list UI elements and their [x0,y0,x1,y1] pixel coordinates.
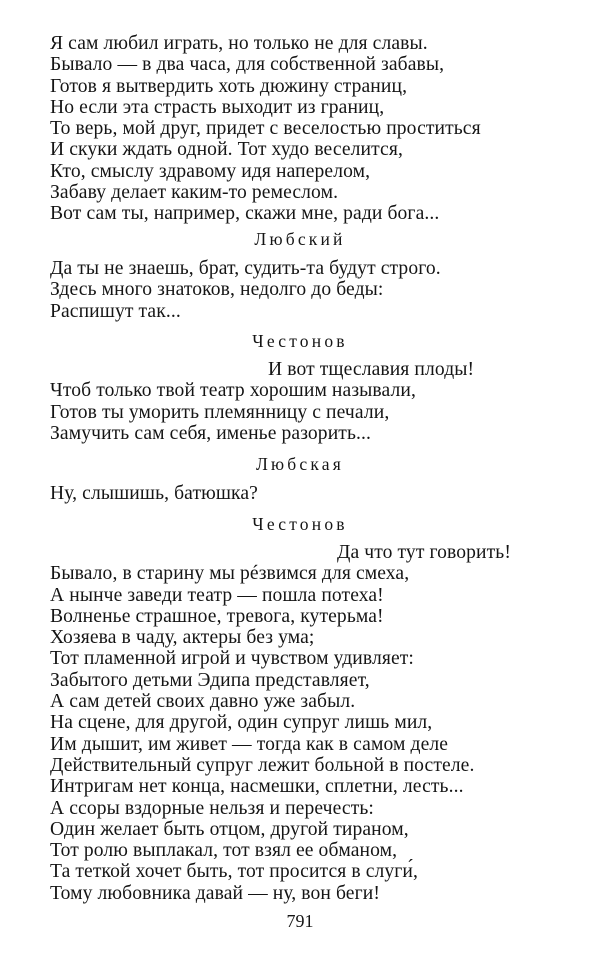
page-number: 791 [286,911,314,931]
verse-line: А ссоры вздорные нельзя и перечесть: [50,797,374,819]
verse-block-5 [50,542,570,904]
speaker-name: Любский [254,229,346,249]
verse-block-3 [50,359,570,444]
verse-line: Чтоб только твой театр хорошим называли, [50,380,416,402]
verse-block-4 [50,483,570,504]
verse-line: То верь, мой друг, придет с веселостью проститься [50,118,481,140]
verse-line: Да что тут говорить! [337,542,511,563]
verse-line: Но если эта страсть выходит из границ, [50,96,385,118]
verse-line: Тот пламенной игрой и чувством удивляет: [50,648,414,670]
verse-line: Один желает быть отцом, другой тираном, [50,818,409,840]
verse-line: Вот сам ты, например, скажи мне, ради бога... [50,203,440,225]
verse-line-continuation [50,542,570,563]
verse-line: И скуки ждать одной. Тот худо веселится, [50,139,403,161]
verse-line: Кто, смыслу здравому идя наперелом, [50,160,371,182]
verse-line: Бывало, в старину мы рéзвимся для смеха, [50,563,410,585]
verse-line: Здесь много знатоков, недолго до беды: [50,279,384,301]
verse-line: Действительный супруг лежит больной в постеле. [50,754,475,776]
verse-line: Интригам нет конца, насмешки, сплетни, лесть... [50,776,464,798]
verse-block-2 [50,258,570,322]
speaker-name: Честонов [252,514,348,534]
verse-line: Тому любовника давай — ну, вон беги! [50,882,380,904]
verse-line: Волненье страшное, тревога, кутерьма! [50,605,384,627]
verse-line: Да ты не знаешь, брат, судить-та будут строго. [50,258,441,279]
speaker-name: Любская [255,454,345,474]
verse-line: Тот ролю выплакал, тот взял ее обманом, [50,840,398,862]
verse-line-continuation [50,359,570,380]
verse-line: А сам детей своих давно уже забыл. [50,691,356,713]
verse-line: Я сам любил играть, но только не для славы. [50,33,428,54]
verse-line: Готов ты уморить племянницу с печали, [50,401,390,423]
verse-line: Хозяева в чаду, актеры без ума; [50,627,315,649]
verse-line: Забаву делает каким-то ремеслом. [50,182,339,204]
verse-line: Им дышит, им живет — тогда как в самом деле [50,733,449,755]
speaker-name: Честонов [252,331,348,351]
verse-line: И вот тщеславия плоды! [268,359,475,380]
verse-line: Ну, слышишь, батюшка? [50,483,258,504]
verse-line: А нынче заведи театр — пошла потеха! [50,584,384,606]
verse-block-1 [50,33,570,225]
verse-line: Готов я вытвердить хоть дюжину страниц, [50,75,408,97]
verse-line: На сцене, для другой, один супруг лишь мил, [50,712,433,734]
verse-line: Распишут так... [50,300,181,322]
verse-line: Бывало — в два часа, для собственной забавы, [50,54,445,76]
verse-line: Замучить сам себя, именье разорить... [50,422,371,444]
verse-line: Забытого детьми Эдипа представляет, [50,669,370,691]
verse-line: Та теткой хочет быть, тот просится в слуги́, [50,861,418,883]
